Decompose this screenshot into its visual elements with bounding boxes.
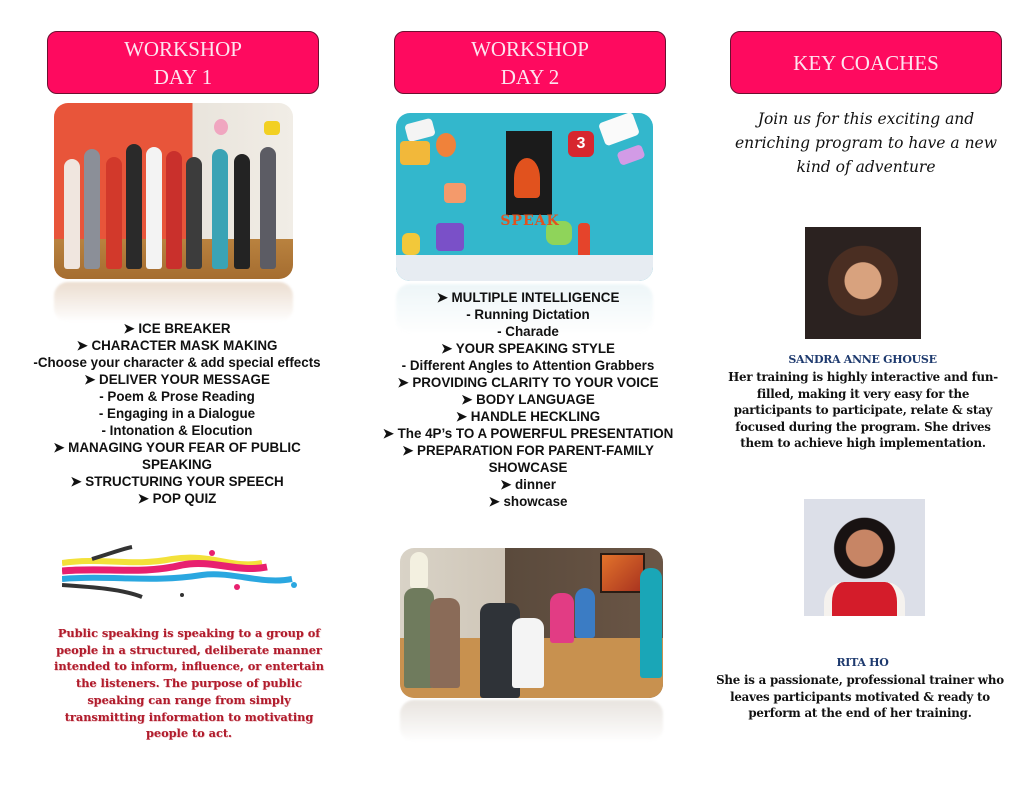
coach-bio: Her training is highly interactive and fun-filled, making it very easy for the participants to participate, relate & stay focused during the program. She drives them to achieve high implementation. [728,370,998,451]
agenda-item: ➤ PREPARATION FOR PARENT-FAMILY SHOWCASE [402,443,654,475]
day1-mask-photo [54,103,293,279]
day2-agenda-list [368,289,688,510]
day1-agenda-list [32,320,322,507]
wall-painting [600,553,645,593]
agenda-item: ➤ CHARACTER MASK MAKING [76,338,278,353]
agenda-item: ➤ STRUCTURING YOUR SPEECH [70,474,284,489]
agenda-item: ➤ HANDLE HECKLING [455,409,601,424]
day1-header-line1: WORKSHOP [124,36,242,61]
agenda-item: ➤ showcase [488,494,568,509]
coach-name: SANDRA ANNE GHOUSE [788,353,937,366]
agenda-item: - Different Angles to Attention Grabbers [401,358,655,373]
agenda-item: ➤ DELIVER YOUR MESSAGE [84,372,270,387]
day1-header-line2: DAY 1 [153,64,213,89]
agenda-item: ➤ BODY LANGUAGE [461,392,595,407]
agenda-item: ➤ MANAGING YOUR FEAR OF PUBLIC SPEAKING [53,440,301,472]
day2-speak-image [396,113,653,281]
agenda-item: - Poem & Prose Reading [99,389,255,404]
day2-photo-reflection [400,700,663,742]
day2-header [394,31,666,94]
agenda-item: - Engaging in a Dialogue [98,406,256,421]
agenda-item: ➤ POP QUIZ [137,491,217,506]
coach-name: RITA HO [836,656,889,669]
pig-mask-icon [214,119,228,135]
agenda-item: - Running Dictation [466,307,590,322]
day1-photo-reflection [54,282,293,322]
day2-header-line1: WORKSHOP [471,36,589,61]
coaches-header-label: KEY COACHES [793,50,939,75]
paint-splash-graphic [62,545,302,605]
coach-photo-sandra [805,227,921,339]
agenda-item: ➤ YOUR SPEAKING STYLE [441,341,615,356]
agenda-item: ➤ ICE BREAKER [123,321,231,336]
agenda-item: ➤ dinner [500,477,556,492]
day2-header-line2: DAY 2 [500,64,560,89]
agenda-item: -Choose your character & add special effects [33,355,321,370]
coach-photo-rita [804,499,925,616]
agenda-item: - Charade [497,324,559,339]
day1-header [47,31,319,94]
agenda-item: - Intonation & Elocution [101,423,253,438]
pikachu-mask-icon [264,121,280,135]
agenda-item: ➤ MULTIPLE INTELLIGENCE [436,290,620,305]
agenda-item: ➤ The 4P’s TO A POWERFUL PRESENTATION [382,426,674,441]
day2-showcase-photo [400,548,663,698]
coaches-intro: Join us for this exciting and enriching program to have a new kind of adventure [735,110,997,176]
coaches-header [730,31,1002,94]
number-three-sign: 3 [568,131,594,157]
public-speaking-definition: Public speaking is speaking to a group of people in a structured, deliberate manner intended to inform, influence, or entertain the listeners. The purpose of public speaking can range from simply transmitting information to motivating people to act. [54,626,324,741]
speak-logo: SPEAK [500,213,560,229]
agenda-item: ➤ PROVIDING CLARITY TO YOUR VOICE [397,375,659,390]
megaphone-man-icon [514,158,540,198]
coach-bio: She is a passionate, professional trainer who leaves participants motivated & ready to perform at the end of her training. [716,673,1004,721]
